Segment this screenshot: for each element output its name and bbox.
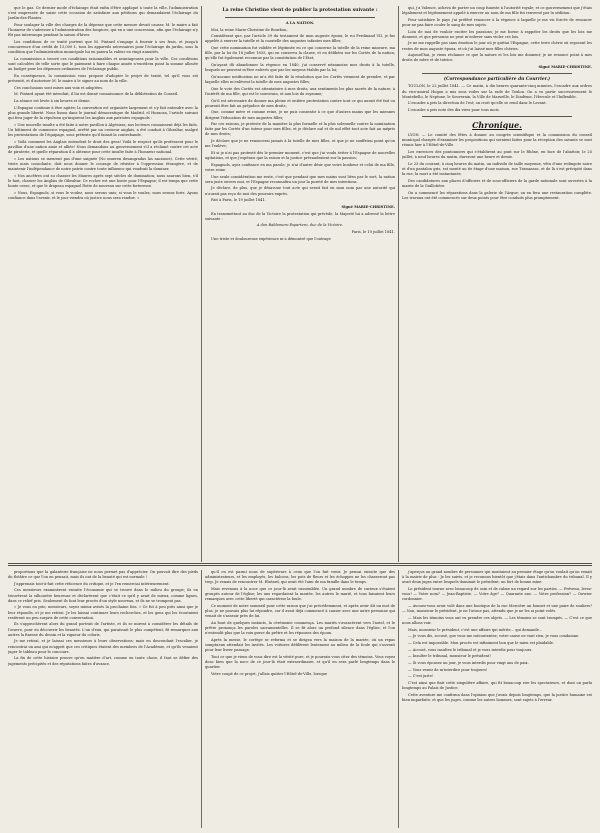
paragraph: Mais, monsieur le président, c'est une affaire qui mérite... qui demande... [408, 627, 543, 632]
paragraph: « Nos ancêtres ont su chasser les Maures après sept siècles de domination; nous saurons bien, s'il le faut, chasser les Anglais de Gibraltar. Ce rocher est une honte pour l'Espagne; il est temps que cette honte cesse, et que le drapeau espagnol flotte de nouveau sur cette forteresse. [8, 173, 198, 188]
paragraph: « Voilà comment les Anglais entendent le droit des gens! Voilà le respect qu'ils professent pour le pavillon d'une nation amie et alliée! Nous demandons au gouvernement s'il a réclamé contre cet acte de piraterie, et quelle réparation il a obtenue pour cette insulte faite à l'honneur national. [8, 139, 198, 154]
paragraph: Cette aventure me confirma dans l'opinion que j'avais depuis longtemps, que la justice humaine est bien imparfaite, et que les juges, comme les autres hommes, sont sujets à l'erreur. [402, 692, 592, 702]
feuilleton-column-1 [8, 570, 198, 828]
paragraph: — Je vous dis, accusé, que vous me mécontentez; votre cause ne vaut rien, je vous condamne. [408, 634, 580, 639]
column-2 [205, 6, 395, 562]
protest-heading: La reine Christine vient de publier la protestation suivante : [222, 8, 378, 13]
paragraph: Ce moment de notre sommeil pour cette raison que j'ai précédemment, et après avoir dit un mot de plus, je ne pouvais plus lui répondre, car il avait déjà commencé à causer avec une autre personne qui venait de s'asseoir près de lui. [205, 603, 395, 619]
paragraph: Les exercices des pontonniers qui s'établirent au pont sur le Rhône, en face de l'abattoir, le 25 juillet, à neuf heures du matin, dureront une heure et demie. [402, 150, 592, 160]
paragraph: « Nous, Espagnols, si vous le voulez, nous serons unis; si vous le voulez, nous serons forts. Ayons confiance dans l'avenir, et le jour viendra où justice nous sera rendue. » [8, 190, 198, 200]
correspondence-title: (Correspondance particulière du Courrier.) [443, 77, 551, 83]
paragraph: L'escadre a pris la direction de l'est; on croit qu'elle se rend dans le Levant. [408, 101, 547, 106]
paragraph: Après la messe, le cortège se reforma et se dirigea vers la maison de la mariée, où un repas somptueux attendait les invités. Les voitures défilèrent lentement au milieu de la foule qui s'ouvrait pour leur livrer passage. [205, 637, 395, 653]
column-1 [8, 6, 198, 562]
paragraph: Votre coupé de ce projet, j'allais quitter l'Hôtel-de-Ville, lorsque [211, 671, 328, 676]
paragraph: La séance est levée à six heures et demie. [14, 99, 91, 103]
paragraph: L'Espagne continue à être agitée; la convention est organisée largement et s'y fait entendre avec la plus grande liberté. Nous lisons dans le journal démocratique de Madrid, el Huracan, l'article suivant qui fera juger de la répulsion qu'inspirent les Anglais aux patriotes espagnols : [8, 105, 198, 120]
paragraph: — C'est juste! [408, 674, 434, 679]
paragraph: TOULON, le 22 juillet 1841. — Ce matin, à dix heures quarante-cinq minutes, l'escadre aux ordres du vice-amiral Hugon a mis sous voiles sur la rade de Toulon. On a vu partir successivement le Montebello, le Neptune, le Souverain, la Ville de Marseille, le Diadème, l'Hercule et l'Inflexible. [402, 84, 592, 99]
paragraph: proportions que la galanterie française ne nous permet pas d'apprécier. On pouvait dire des pieds du théâtre ce que l'on en pensait, mais ils ont de la beauté qui est normale ! [8, 570, 198, 580]
paragraph: Que le vote des Cortès est attentatoire à mes droits, aux sentiments les plus sacrés de la nature, à l'intérêt de ma fille, qui est le souverain, et aux lois du royaume; [205, 86, 395, 96]
paragraph: Considérant que, par l'article 59 du testament de mon auguste époux, le roi Ferdinand VII, je fus appelée à exercer la tutelle et la curatelle des augustes infantes mes filles; [205, 34, 395, 44]
paragraph: qui, j'a Valence, acheva de porter un coup funeste à l'autorité royale; et ce gouvernement que j'étais légalement et légitimement appelé à exercer au nom de ma fille fut renversé par la sédition. [402, 6, 592, 16]
paragraph: Pour soulager la ville des charges de la dépense que cette mesure devait causer, M. le maire a fait l'honneur de s'adresser à l'administration des hospices, qui en a une concession, afin que l'éclairage n'y fût pas interrompu pendant la saison d'hiver. [8, 22, 198, 38]
paragraph: « Une nouvelle insulte a été faite à notre pavillon à Algésiras; nos lecteurs connaissent déjà les faits. Un bâtiment de commerce espagnol, arrêté par un croiseur anglais, a été conduit à Gibraltar, malgré les protestations de l'équipage, sous prétexte qu'il faisait la contrebande. [8, 122, 198, 137]
protest-address: A LA NATION. [285, 21, 315, 25]
section-divider-line [8, 563, 592, 564]
heading-rule [225, 17, 375, 18]
paragraph: j'aperçus au grand nombre de personnes qui montaient au premier étage qu'on voulait qu'on venait à la mairie de plus : Je les suivis, et je reconnus bientôt que j'étais dans l'antichambre du tribunal. Il y avait deux juges entre lesquels dominait le président, un fort de bonne mine. [402, 570, 592, 585]
column-divider [201, 570, 202, 828]
feuilleton-section [8, 570, 592, 828]
paragraph: — Accusé, vous insultez le tribunal et je vous interdis pour toujours. [408, 647, 533, 652]
paragraph: Une seule considération me reste, c'est que pendant que mes mains sont liées par le sort, la nation sera juste envers moi, et l'Espagne reconnaîtra un jour la pureté de mes intentions. [205, 174, 395, 184]
paragraph: Qu'il est nécessaire de donner ma pleine et entière protestation contre tout ce qui aurait été fait ou pourrait être fait au préjudice de mes droits; [205, 98, 395, 108]
upper-section [8, 6, 592, 562]
column-divider [398, 570, 399, 828]
signature-christine: Signé MARIE-CHRISTINE. [538, 65, 592, 70]
paragraph: Le président tourne avec beaucoup de soin et de calme un regard sur les parties. — Prévenu, levez-vous! — Votre nom? — Jean-Baptiste. — Votre âge? — Quarante ans. — Votre profession? — Ouvrier cordonnier. [402, 586, 592, 602]
paragraph: — Mais les témoins vous ont vu prendre ces objets. — Les témoins se sont trompés. — C'est ce que nous allons voir. [402, 615, 592, 625]
paragraph: qu'il en est parmi nous de supérieurs à ceux que l'on fait venir. Je pensai ensuite que des administrateurs, et les employés, les balcons, les pots de fleurs et les échoppes ne les chasseront pas trop. Je venais de rencontrer M. Elzéard, qui avait été l'ami de ma famille dans le temps. [205, 570, 395, 585]
protest-signature: Signé MARIE-CHRISTINE. [341, 204, 395, 209]
paragraph: Au bout de quelques instants, la cérémonie commença. Les mariés s'avancèrent vers l'autel, et le prêtre prononça les paroles sacramentelles. Il se fit alors un profond silence dans l'église, et l'on n'entendit plus que la voix grave du prêtre et les réponses des époux. [205, 620, 395, 636]
paragraph: On a commencé les réparations dans la galerie de l'Argue; on en fera une restauration complète. Les travaux ont été commencés sur deux points pour être conduits plus promptement. [402, 190, 592, 200]
letter-recipient: A don Baldomero Espartero, duc de la Victoire. [256, 223, 344, 228]
paragraph: Aujourd'hui, je viens réclamer ce que la nature et les lois me donnent; je ne renonce point à mes droits de mère et de tutrice. [402, 53, 592, 63]
section-rule [422, 73, 572, 74]
paragraph: Moi, la reine Marie-Christine de Bourbon, [211, 27, 288, 32]
paragraph: Ces messieurs examinèrent ensuite l'économie qui se trouve dans le milieu du groupe; ils en trouvèrent la silhouette heureuse et déclarèrent que c'était ce qu'il y avait de mieux, comme lignes, dans ce relief pris. Seulement ils font leur procès d'un style nouveau, et ils ne se trompent pas. [8, 588, 198, 603]
paragraph: — Vous venez de m'interdire pour toujours! [408, 667, 488, 672]
column-divider [398, 6, 399, 562]
paragraph: La commission a trouvé ces conditions raisonnables et avantageuses pour la ville. Ces conditions sont calculées de telle sorte que le paiement à faire chaque année n'excédera point la somme allouée au budget pour les dépenses ordinaires de l'éclairage public. [8, 56, 198, 72]
section-rule [422, 116, 572, 117]
paragraph: Le 23 du courant, à cinq heures du matin, un individu de taille moyenne, vêtu d'une redingote noire et d'un pantalon gris, est monté au 6e étage d'une maison, rue Tramassac, et de là s'est précipité dans la rue; la mort a été instantanée. [402, 161, 592, 177]
feuilleton-column-2 [205, 570, 395, 828]
paragraph: Les conditions de ce traité portent que M. Pintard s'engage à fournir à ses frais, et jusqu'à concurrence d'un crédit de 15,000 f., tous les appareils nécessaires pour l'éclairage du jardin, sous la condition que l'administration municipale lui en paiera la valeur en vingt annuités. [8, 39, 198, 55]
paragraph: Je déclare que je ne renoncerai jamais à la tutelle de mes filles, et que je ne souffrirai point qu'on me l'enlève; [205, 139, 395, 149]
paragraph: Que cette nomination fut validée et légitimée en ce qui concerne la tutelle de la reine mineure, ma fille, par la loi du 18 juillet 1835, qui en conserva la clause, et en délibéra sur les Cortès de la nation; qu'elle fut également reconnue par la constitution de l'État; [205, 46, 395, 61]
paragraph: La fin de cette histoire prouve qu'en matière d'art, comme en toute chose, il faut se défier des jugements précipités et des réputations faites d'avance. [8, 656, 198, 666]
paragraph: Que, comme mère et comme reine, je ne puis consentir à ce que d'autres mains que les miennes dirigent l'éducation de mes augustes filles; [205, 110, 395, 120]
paragraph: Espagnols, ayez confiance en ma parole; je n'ai d'autre désir que votre bonheur et celui de ma fille, votre reine. [205, 162, 395, 172]
paragraph: « Les nations se meurent pas d'une saignée (No mueren desangradas las naciones). Cette vérité, triste mais consolante, doit nous donner le courage de résister à l'oppression étrangère, et de maintenir l'indépendance de notre patrie contre toute influence qui voudrait la dominer. [8, 156, 198, 171]
feuilleton-column-3 [402, 570, 592, 828]
paragraph: Et si je n'ai pas protesté dès le premier moment, c'est que j'ai voulu éviter à l'Espagne de nouvelles agitations, et que j'espérais que la raison et la justice prévaudraient sur la passion; [205, 150, 395, 161]
paragraph: Des candidatures aux places d'officiers et de sous-officiers de la garde nationale sont ouvertes à la mairie de la Guillotière. [402, 178, 592, 189]
paragraph: J'apprenais tout-à-fait cette réticence du critique, et je l'en remerciai intérieurement. [14, 581, 170, 586]
paragraph: L'escadre a pris note des dix vires pour tous mois. [408, 108, 500, 112]
paragraph: — Avouez-vous avoir volé dans une boutique de la rue Mercière un bonnet et une paire de souliers? — Non, monsieur le président, je ne l'avoue pas, attendu que je ne les ai point volés. [402, 603, 592, 614]
paragraph: « Je vous en prie, messieurs, soyez mieux avisés la prochaine fois. » Ce fut à peu près ainsi que je leur répondis, et je me retirai. Je les laissai continuer leurs recherches, et les gens qui les écoutaient restèrent un peu surpris de cette conversation. [8, 605, 198, 620]
paragraph: M. Pintard ayant été introduit, il lui est donné connaissance de la délibération du Conseil. [14, 92, 179, 97]
paragraph: Mais revenons à la noce que ce jour-là avait rassemblée. Un grand nombre de curieux s'étaient groupés autour de l'église; les uns regardaient la mariée, les autres le marié, et tous faisaient leurs remarques avec cette liberté qui caractérise la foule. [205, 586, 395, 602]
paragraph: LYON. — Le comité des fêtes à donner au congrès scientifique et la commission du conseil municipal chargée d'examiner les propositions qui seraient faites pour la réception des savants se sont réunis hier à l'Hôtel-de-Ville. [402, 133, 592, 148]
paragraph: C'est ainsi que finit cette singulière affaire, qui fit beaucoup rire les spectateurs, et dont on parla longtemps au Palais de Justice. [402, 680, 592, 690]
letter-date: Paris, le 19 juillet 1841. [351, 229, 395, 234]
paragraph: Par ces raisons, je proteste de la manière la plus formelle et la plus solennelle contre la nomination faite par les Cortès d'un tuteur pour mes filles, et je déclare nul et de nul effet tout acte fait au mépris de mes droits; [205, 122, 395, 137]
paragraph: Loin de moi de vouloir exciter les passions; je me borne à rappeler les droits que les lois me donnent, et que personne ne peut m'enlever sans violer ces lois. [402, 29, 592, 39]
protest-closing: En transmettant au duc de la Victoire la protestation qui précède, la Majesté lui a adressé la lettre suivante : [205, 211, 395, 221]
paragraph: — Insulter le tribunal, monsieur le président! [408, 654, 491, 659]
section-divider-line [8, 565, 592, 566]
paragraph: Qu'aucune notification ne m'a été faite de la résolution que les Cortès viennent de prendre, et par laquelle elles m'enlèvent la tutelle de mes augustes filles; [205, 74, 395, 85]
paragraph: Je me retirai, et je laissai ces messieurs à leurs observations; mais en descendant l'escalier, je rencontrai un ami qui m'apprit que ces critiques étaient des membres de l'Académie, et qu'ils venaient juger le tableau pour le concours. [8, 639, 198, 654]
paragraph: Fait à Paris, le 19 juillet 1841. [211, 198, 266, 203]
paragraph: En conséquence, la commission vous propose d'adopter le projet de traité, tel qu'il vous est présenté, et d'autoriser M. le maire à le signer au nom de la ville. [8, 73, 198, 84]
paragraph: que le gaz. Ce dernier mode d'éclairage était enfin d'être appliqué à toute la ville, l'administration s'est empressée de saisir cette occasion de satisfaire aux pétitions qui demandaient l'éclairage du Jardin-des-Plantes. [8, 6, 198, 21]
paragraph: Qu'ayant dû abandonner la régence en 1840, j'ai conservé néanmoins mes droits à la tutelle, lesquels ne peuvent m'être enlevés que par les moyens établis par la loi; [205, 63, 395, 73]
paragraph: Pour satisfaire le pays j'ai préféré renoncer à la régence à laquelle je me vis forcée de renoncer pour ne pas faire couler le sang de mes sujets. [402, 17, 592, 27]
paragraph: Ces conclusions sont mises aux voix et adoptées. [14, 85, 104, 90]
paragraph: Je ne me rappelle pas sans émotion le jour où je quittai l'Espagne, cette terre chérie où reposent les restes de mon auguste époux, et où j'ai laissé mes filles chéries. [402, 41, 592, 51]
paragraph: — Si vous épousez un jour, je vous interdis pour vingt ans de paix. [408, 660, 529, 665]
column-divider [201, 6, 202, 562]
paragraph: Ils s'approchèrent alors du grand portrait de l'artiste, et ils se mirent à considérer les détails de l'œuvre, pour en découvrir les beautés. L'un d'eux, qui paraissait le plus compétent, fit remarquer aux autres la finesse du dessin et la vigueur du coloris. [8, 622, 198, 637]
paragraph: Tout ce que je viens de vous dire est la vérité pure, et je pourrais vous citer des témoins. Vous voyez donc bien que la noce de ce jour-là était extraordinaire, et qu'il en sera parlé longtemps dans le quartier. [205, 654, 395, 670]
paragraph: Je déclare, de plus, que je désavoue tout acte qui serait fait en mon nom par une autorité qui n'aurait pas reçu de moi des pouvoirs exprès. [205, 186, 395, 196]
letter-body: Une triste et douloureuse expérience m'a démontré que l'outrage [211, 236, 331, 241]
chronique-heading: Chronique. [472, 120, 522, 131]
paragraph: — Cela est impossible. Mon procès est infiniment bon que le mien est plaidable. [408, 640, 555, 645]
column-3 [402, 6, 592, 562]
